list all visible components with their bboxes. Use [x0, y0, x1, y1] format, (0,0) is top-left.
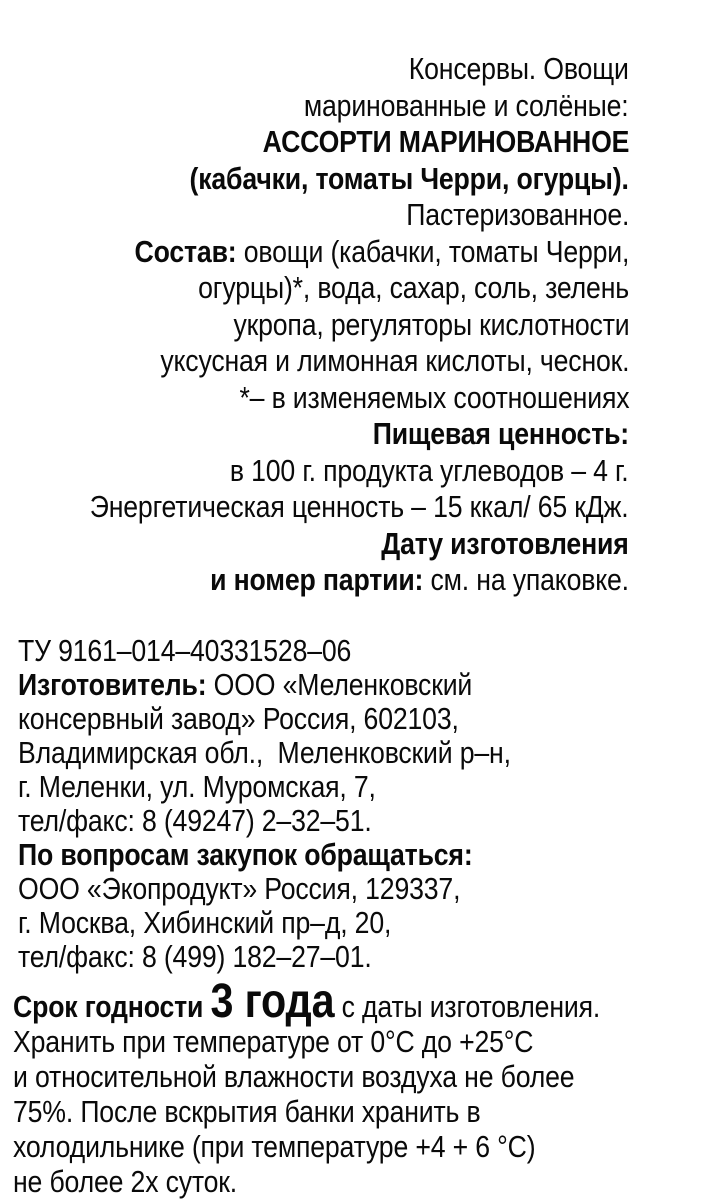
text-segment: Изготовитель:: [18, 667, 207, 702]
text-line: [18, 702, 709, 736]
text-line: [13, 1164, 709, 1199]
text-segment: (кабачки, томаты Черри, огурцы).: [189, 160, 629, 196]
text-line: [0, 197, 629, 234]
text-line-content: [18, 770, 376, 804]
text-segment: ООО «Меленковский: [206, 667, 473, 702]
text-line-content: [134, 234, 629, 271]
text-line-content: [13, 1024, 533, 1059]
text-line: [0, 526, 629, 563]
text-segment: 75%. После вскрытия банки хранить в: [13, 1094, 481, 1129]
text-line: [13, 1059, 709, 1094]
text-segment: г. Меленки, ул. Муромская, 7,: [18, 769, 376, 804]
text-line-content: [13, 1129, 535, 1164]
text-segment: маринованные и солёные:: [304, 87, 629, 123]
text-line-content: [382, 526, 629, 563]
text-line-content: [18, 634, 351, 668]
text-segment: Дату изготовления: [381, 525, 629, 561]
text-line: [13, 1094, 709, 1129]
text-segment: ТУ 9161–014–40331528–06: [18, 633, 352, 668]
text-line: [0, 489, 629, 526]
text-segment: см. на упаковке.: [423, 562, 629, 597]
text-segment: Консервы. Овощи: [409, 51, 629, 86]
text-line-content: [18, 702, 459, 736]
text-segment: и относительной влажности воздуха не более: [13, 1059, 575, 1094]
text-segment: огурцы)*, вода, сахар, соль, зелень: [198, 270, 629, 305]
text-line-content: [239, 380, 629, 417]
product-info-block: [0, 51, 629, 599]
text-line: [0, 234, 629, 271]
text-segment: не более 2х суток.: [13, 1164, 238, 1199]
text-line-content: [409, 51, 629, 88]
text-segment: АССОРТИ МАРИНОВАННОЕ: [262, 124, 629, 159]
text-line: [0, 562, 629, 599]
text-segment: Пастеризованное.: [406, 197, 629, 232]
text-line-content: [18, 838, 473, 872]
text-line-content: [262, 124, 629, 161]
text-line: [18, 940, 709, 974]
text-line: [0, 270, 629, 307]
text-line: [0, 416, 629, 453]
text-line: [0, 380, 629, 417]
text-line-content: [160, 343, 629, 380]
text-line: [0, 453, 629, 490]
text-line: [18, 804, 709, 838]
text-segment: Энергетическая ценность – 15 ккал/ 65 кДж.: [90, 489, 629, 524]
text-line-content: [18, 804, 372, 838]
storage-info-block: [13, 975, 709, 1199]
text-line-content: [18, 906, 391, 940]
text-line-content: [13, 1059, 574, 1094]
text-line-content: [373, 416, 629, 453]
text-line: [18, 770, 709, 804]
text-segment: 3 года: [210, 975, 335, 1028]
text-line: [0, 124, 629, 161]
text-line-content: [233, 307, 629, 344]
text-segment: Состав:: [134, 233, 237, 269]
text-segment: овощи (кабачки, томаты Черри,: [236, 233, 629, 269]
text-segment: Пищевая ценность:: [372, 416, 629, 451]
text-line-content: [90, 489, 629, 526]
text-line: [18, 838, 709, 872]
text-segment: *– в изменяемых соотношениях: [239, 379, 629, 415]
text-segment: и номер партии:: [210, 562, 424, 597]
text-line-content: [18, 872, 460, 906]
text-line: [18, 906, 709, 940]
text-segment: с даты изготовления.: [334, 989, 601, 1024]
text-segment: укропа, регуляторы кислотности: [232, 306, 629, 342]
text-line-content: [210, 562, 629, 599]
text-segment: уксусная и лимонная кислоты, чеснок.: [159, 343, 629, 378]
text-line-content: [18, 736, 511, 770]
text-line-content: [13, 975, 601, 1028]
text-segment: Срок годности: [13, 989, 211, 1024]
text-line: [13, 1129, 709, 1164]
text-line: [0, 343, 629, 380]
text-segment: тел/факс: 8 (49247) 2–32–51.: [18, 803, 372, 838]
text-line: [0, 88, 629, 125]
text-line-content: [304, 88, 629, 125]
text-line-content: [18, 940, 372, 974]
text-line: [0, 51, 629, 88]
text-line: [0, 161, 629, 198]
text-line-content: [230, 453, 629, 490]
text-line-content: [406, 197, 629, 234]
text-line-content: [190, 161, 629, 198]
text-segment: холодильнике (при температуре +4 + 6 °С): [13, 1129, 536, 1164]
text-line: [18, 872, 709, 906]
text-line-content: [198, 270, 629, 307]
text-line-content: [18, 668, 472, 702]
text-line: [13, 975, 709, 1028]
text-line-content: [13, 1164, 237, 1199]
text-line: [18, 634, 709, 668]
text-segment: Владимирская обл., Меленковский р–н,: [18, 735, 511, 770]
text-segment: в 100 г. продукта углеводов – 4 г.: [230, 452, 629, 488]
text-line: [18, 736, 709, 770]
text-segment: г. Москва, Хибинский пр–д, 20,: [18, 905, 392, 940]
text-line: [0, 307, 629, 344]
text-line: [18, 668, 709, 702]
text-line-content: [13, 1094, 481, 1129]
text-segment: ООО «Экопродукт» Россия, 129337,: [18, 871, 461, 906]
text-segment: тел/факс: 8 (499) 182–27–01.: [18, 939, 372, 974]
text-line: [13, 1024, 709, 1059]
manufacturer-info-block: [18, 634, 709, 974]
text-segment: Хранить при температуре от 0°С до +25°С: [13, 1024, 534, 1059]
text-segment: консервный завод» Россия, 602103,: [18, 701, 459, 736]
text-segment: По вопросам закупок обращаться:: [18, 837, 473, 872]
